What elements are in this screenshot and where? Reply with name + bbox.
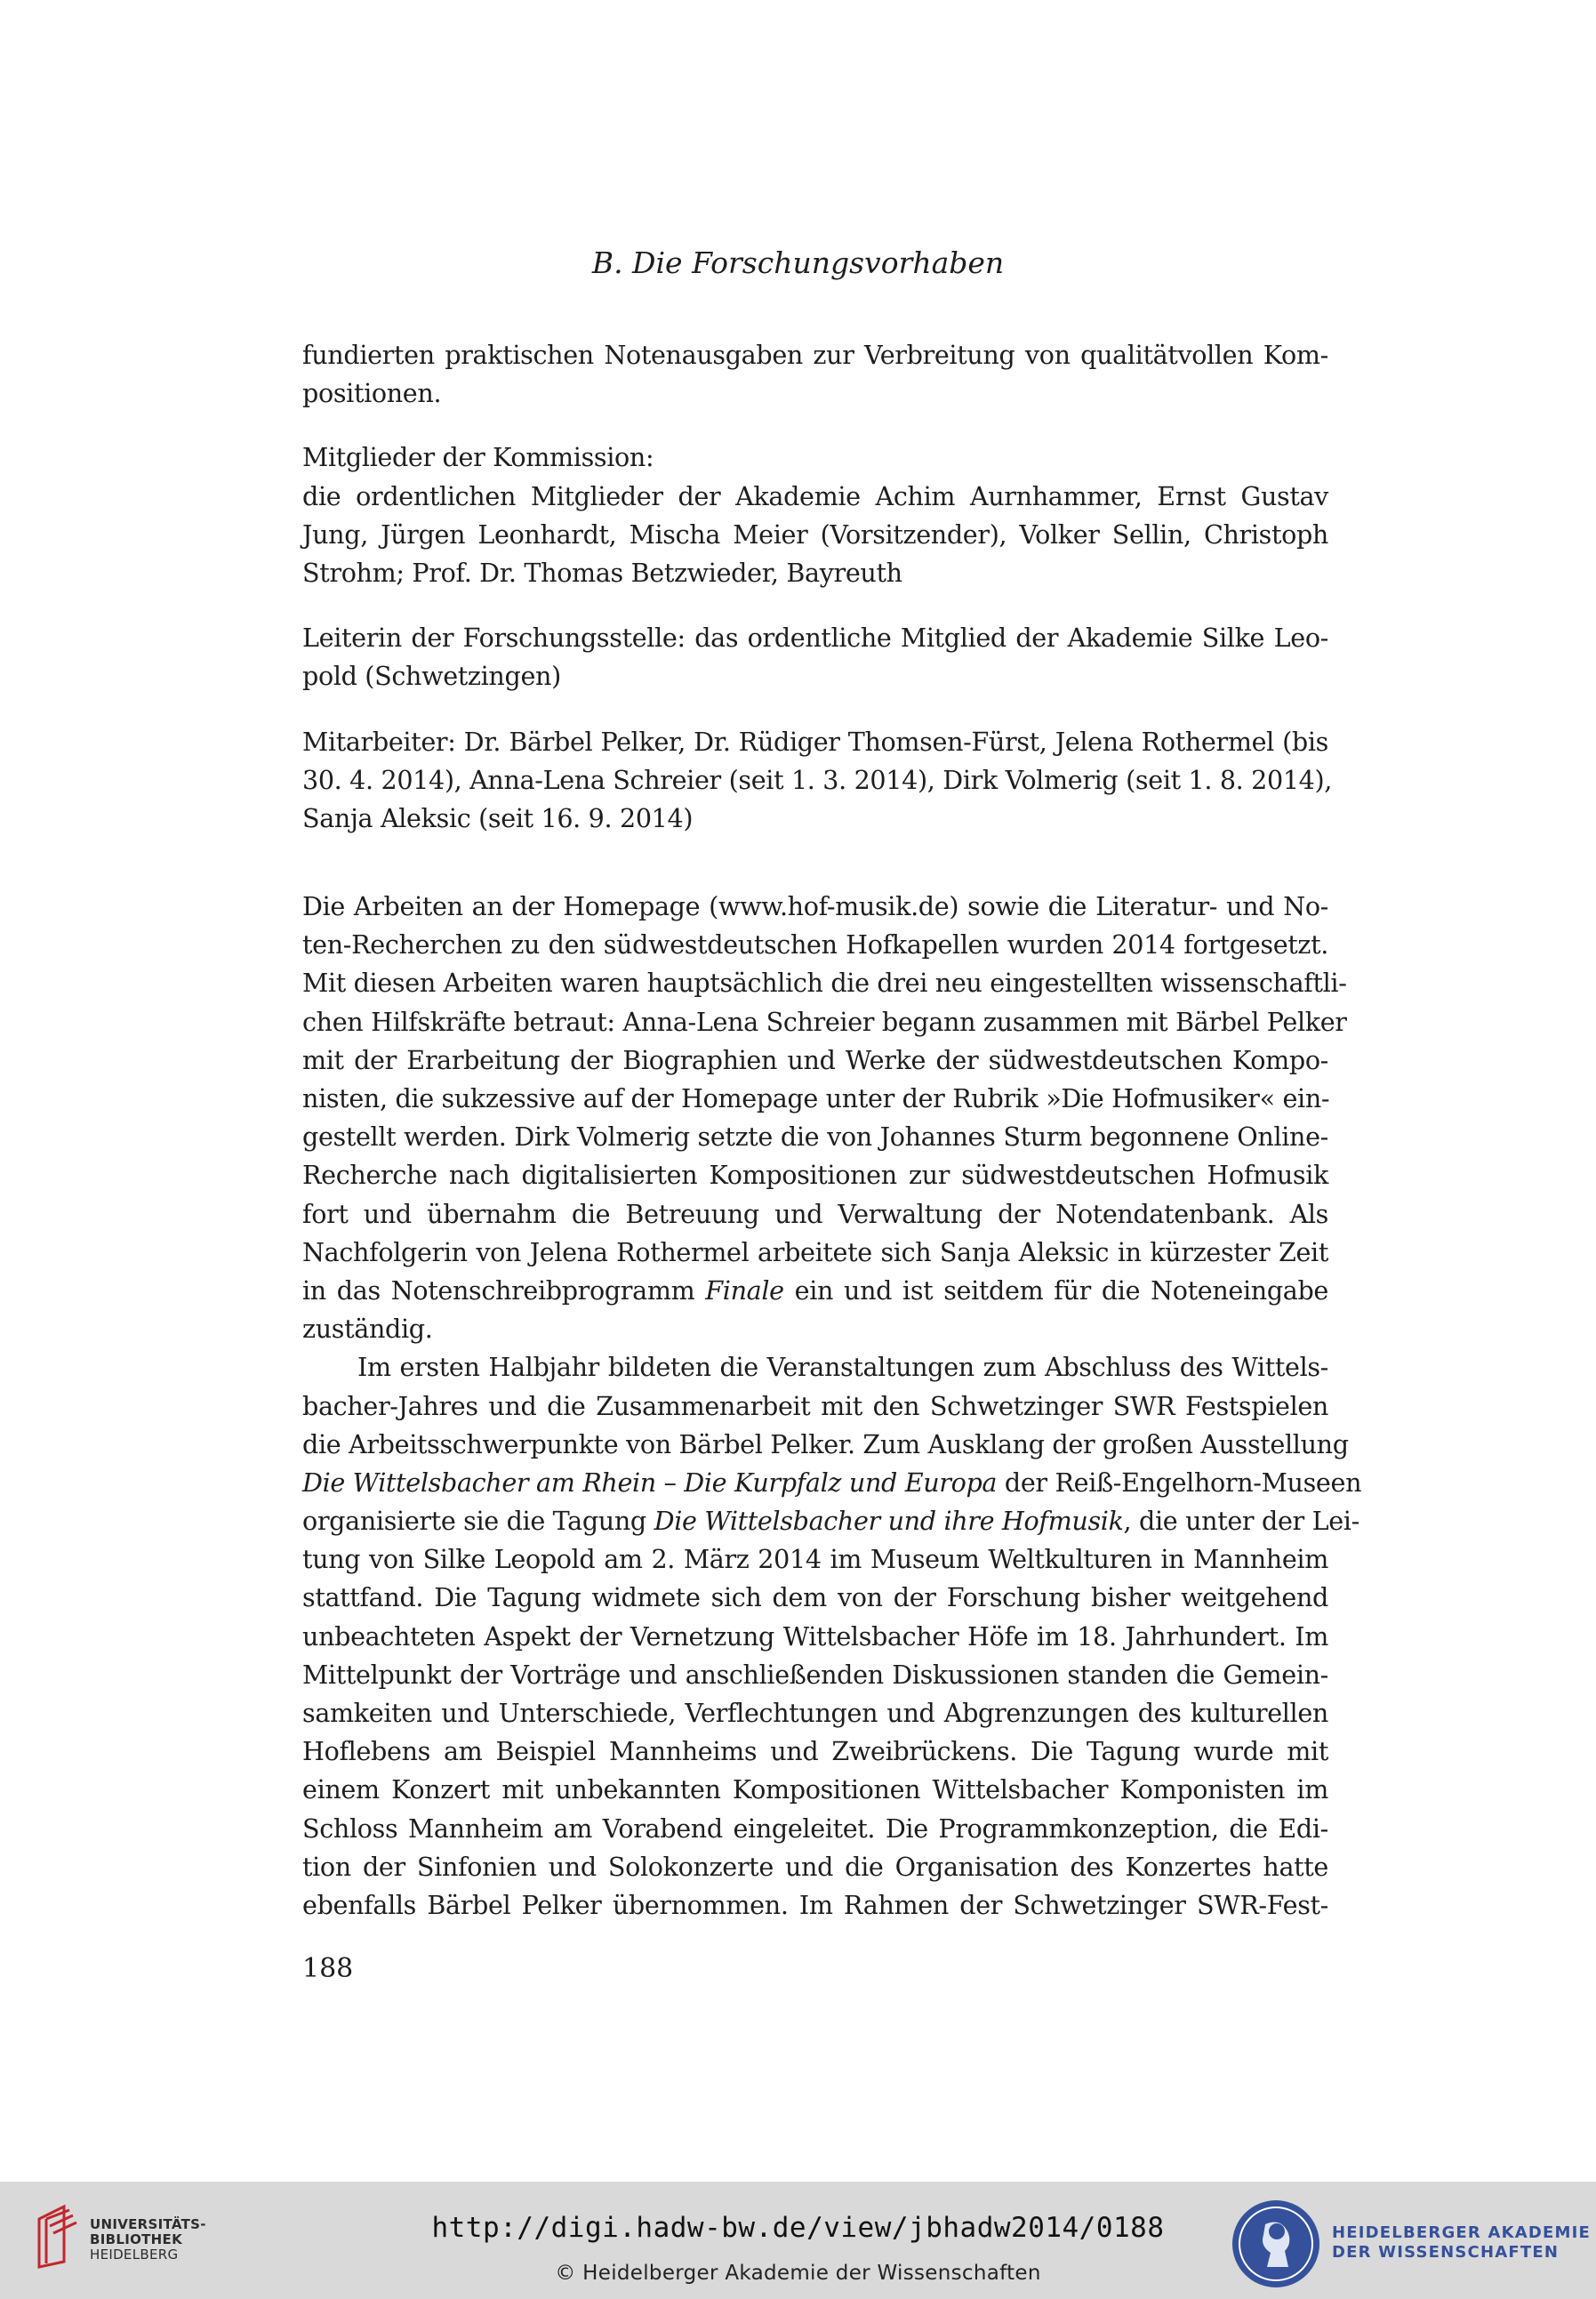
- text-fragment: in das Notenschreibprogramm: [302, 1274, 706, 1306]
- text-line: tion der Sinfonien und Solokonzerte und die Organisation des Konzertes hatte: [302, 1851, 1328, 1882]
- page-number: 188: [302, 1953, 354, 1984]
- library-name-line: HEIDELBERG: [90, 2247, 179, 2263]
- italic-title: Finale: [705, 1274, 784, 1306]
- text-line: ten-Recherchen zu den südwestdeutschen Hofkapellen wurden 2014 fortgesetzt.: [302, 929, 1328, 961]
- text-line: positionen.: [302, 378, 442, 409]
- text-fragment: der Reiß-Engelhorn-Museen: [997, 1467, 1362, 1498]
- text-line: Schloss Mannheim am Vorabend eingeleitet. Die Programmkonzeption, die Edi-: [302, 1813, 1328, 1844]
- text-line: [302, 1502, 1359, 1540]
- text-line: nisten, die sukzessive auf der Homepage unter der Rubrik »Die Hofmusiker« ein-: [302, 1083, 1330, 1113]
- text-line: fundierten praktischen Notenausgaben zur Verbreitung von qualitätvollen Kom-: [302, 340, 1328, 370]
- text-fragment: ein und ist seitdem für die Noteneingabe: [783, 1274, 1328, 1306]
- text-line: Mit diesen Arbeiten waren hauptsächlich die drei neu eingestellten wissenschaftli-: [302, 968, 1347, 999]
- library-name-line: UNIVERSITÄTS-: [90, 2216, 206, 2232]
- academy-name-line: DER WISSENSCHAFTEN: [1332, 2243, 1560, 2262]
- italic-title: Die Wittelsbacher am Rhein – Die Kurpfalz und Europa: [302, 1467, 998, 1498]
- text-line: unbeachteten Aspekt der Vernetzung Wittelsbacher Höfe im 18. Jahrhundert. Im: [302, 1620, 1328, 1652]
- text-line: die Arbeitsschwerpunkte von Bärbel Pelker. Zum Ausklang der großen Ausstellung: [302, 1428, 1349, 1459]
- running-head: B. Die Forschungsvorhaben: [591, 245, 1005, 280]
- academy-name: [1332, 2223, 1591, 2263]
- academy-seal-icon[interactable]: [1230, 2198, 1322, 2290]
- text-line: Recherche nach digitalisierten Kompositionen zur südwestdeutschen Hofmusik: [302, 1160, 1328, 1191]
- copyright-notice: © Heidelberger Akademie der Wissenschaften: [555, 2262, 1041, 2285]
- academy-name-line: HEIDELBERGER AKADEMIE: [1332, 2223, 1591, 2242]
- text-line: [302, 1464, 1362, 1502]
- text-line: die ordentlichen Mitglieder der Akademie Achim Aurnhammer, Ernst Gustav: [302, 480, 1328, 511]
- footer-bar: [0, 2182, 1596, 2299]
- text-line: Leiterin der Forschungsstelle: das ordentliche Mitglied der Akademie Silke Leo-: [302, 623, 1328, 654]
- text-line: pold (Schwetzingen): [302, 661, 561, 692]
- text-line: mit der Erarbeitung der Biographien und Werke der südwestdeutschen Kompo-: [302, 1044, 1328, 1075]
- body-text: [302, 336, 1362, 1925]
- text-line: Jung, Jürgen Leonhardt, Mischa Meier (Vorsitzender), Volker Sellin, Christoph: [302, 518, 1328, 550]
- text-line: Nachfolgerin von Jelena Rothermel arbeitete sich Sanja Aleksic in kürzester Zeit: [302, 1236, 1328, 1267]
- italic-title: Die Wittelsbacher und ihre Hofmusik: [654, 1506, 1124, 1537]
- members-heading: Mitglieder der Kommission:: [302, 442, 654, 473]
- permalink-url[interactable]: http://digi.hadw-bw.de/view/jbhadw2014/0188: [431, 2212, 1165, 2244]
- text-line: Hoflebens am Beispiel Mannheims und Zweibrückens. Die Tagung wurde mit: [302, 1736, 1328, 1767]
- text-line: 30. 4. 2014), Anna-Lena Schreier (seit 1. 3. 2014), Dirk Volmerig (seit 1. 8. 2014),: [302, 764, 1333, 795]
- text-line: einem Konzert mit unbekannten Kompositionen Wittelsbacher Komponisten im: [302, 1774, 1328, 1805]
- text-line: chen Hilfskräfte betraut: Anna-Lena Schreier begann zusammen mit Bärbel Pelker: [302, 1006, 1347, 1037]
- text-line: Mitarbeiter: Dr. Bärbel Pelker, Dr. Rüdiger Thomsen-Fürst, Jelena Rothermel (bis: [302, 726, 1328, 757]
- text-line: bacher-Jahres und die Zusammenarbeit mit den Schwetzinger SWR Festspielen: [302, 1390, 1328, 1421]
- text-line: [302, 1272, 1328, 1310]
- text-line: stattfand. Die Tagung widmete sich dem von der Forschung bisher weitgehend: [302, 1582, 1328, 1613]
- text-line: Sanja Aleksic (seit 16. 9. 2014): [302, 802, 694, 833]
- text-line: zuständig.: [302, 1314, 433, 1345]
- text-line: Im ersten Halbjahr bildeten die Veranstaltungen zum Abschluss des Wittels-: [357, 1352, 1328, 1383]
- text-fragment: , die unter der Lei-: [1123, 1506, 1359, 1537]
- library-name-line: BIBLIOTHEK: [90, 2231, 182, 2247]
- text-line: fort und übernahm die Betreuung und Verwaltung der Notendatenbank. Als: [302, 1198, 1328, 1229]
- text-line: samkeiten und Unterschiede, Verflechtungen und Abgrenzungen des kulturellen: [302, 1698, 1328, 1728]
- text-line: tung von Silke Leopold am 2. März 2014 im Museum Weltkulturen in Mannheim: [302, 1544, 1328, 1575]
- text-line: gestellt werden. Dirk Volmerig setzte die von Johannes Sturm begonnene Online-: [302, 1121, 1328, 1153]
- text-line: Mittelpunkt der Vorträge und anschließenden Diskussionen standen die Gemein-: [302, 1659, 1328, 1690]
- text-line: ebenfalls Bärbel Pelker übernommen. Im Rahmen der Schwetzinger SWR-Fest-: [302, 1889, 1328, 1920]
- text-fragment: organisierte sie die Tagung: [302, 1506, 654, 1537]
- text-line: Die Arbeiten an der Homepage (www.hof-musik.de) sowie die Literatur- und No-: [302, 891, 1328, 922]
- text-line: Strohm; Prof. Dr. Thomas Betzwieder, Bayreuth: [302, 557, 902, 588]
